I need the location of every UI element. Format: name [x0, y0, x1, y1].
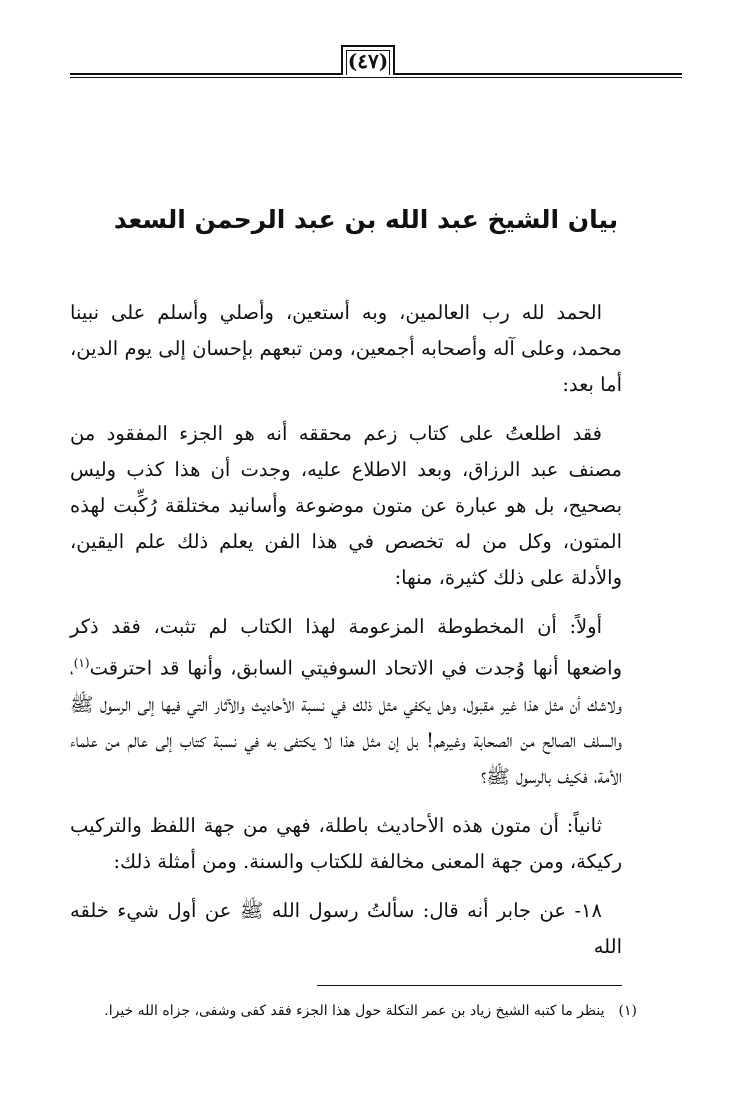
body-text	[70, 295, 622, 978]
section-title: بيان الشيخ عبد الله بن عبد الرحمن السعد	[113, 205, 619, 234]
footnote	[60, 1000, 637, 1022]
paragraph-second-point: ثانياً: أن متون هذه الأحاديث باطلة، فهي من جهة اللفظ والتركيب ركيكة، ومن جهة المعنى مخالفة للكتاب والسنة. ومن أمثلة ذلك:	[70, 813, 622, 873]
paragraph-intro: فقد اطلعتُ على كتاب زعم محققه أنه هو الجزء المفقود من مصنف عبد الرزاق، وبعد الاطلاع عليه، وجدت أن هذا كذب وليس بصحيح، بل هو عبارة عن متون موضوعة وأسانيد مختلقة رُكِّبت لهذه المتون، وكل من له تخصص في هذا الفن يعلم ذلك علم اليقين، والأدلة على ذلك كثيرة، منها:	[70, 422, 622, 589]
footnote-reference[interactable]: (١)	[73, 656, 90, 670]
first-point-text: أولاً: أن المخطوطة المزعومة لهذا الكتاب لم تثبت، فقد ذكر واضعها أنها وُجدت في الاتحاد السوفيتي السابق، وأنها قد احترقت	[70, 615, 622, 680]
footnote-text: ينظر ما كتبه الشيخ زياد بن عمر التكلة حول هذا الجزء فقد كفى وشفى، جزاه الله خيرا.	[104, 1003, 605, 1019]
footnote-divider	[317, 985, 622, 986]
paragraph-example: ١٨- عن جابر أنه قال: سألتُ رسول الله ﷺ عن أول شيء خلقه الله	[70, 898, 622, 958]
first-point-continuation: ، ولاشك أن مثل هذا غير مقبول، وهل يكفي مثل ذلك في نسبة الأحاديث والآثار التي فيها إلى الرسول ﷺ والسلف الصالح من الصحابة وغيرهم! بل إن مثل هذا لا يكتفى به في نسبة كتاب إلى عالم من علماء الأمة، فكيف بالرسول ﷺ؟	[70, 656, 622, 788]
footnote-number: (١)	[618, 1003, 637, 1019]
page-number: (٤٧)	[341, 45, 395, 75]
paragraph-opening: الحمد لله رب العالمين، وبه أستعين، وأصلي وأسلم على نبينا محمد، وعلى آله وأصحابه أجمعين، ومن تبعهم بإحسان إلى يوم الدين، أما بعد:	[70, 301, 622, 396]
paragraph-first-point	[70, 609, 622, 795]
